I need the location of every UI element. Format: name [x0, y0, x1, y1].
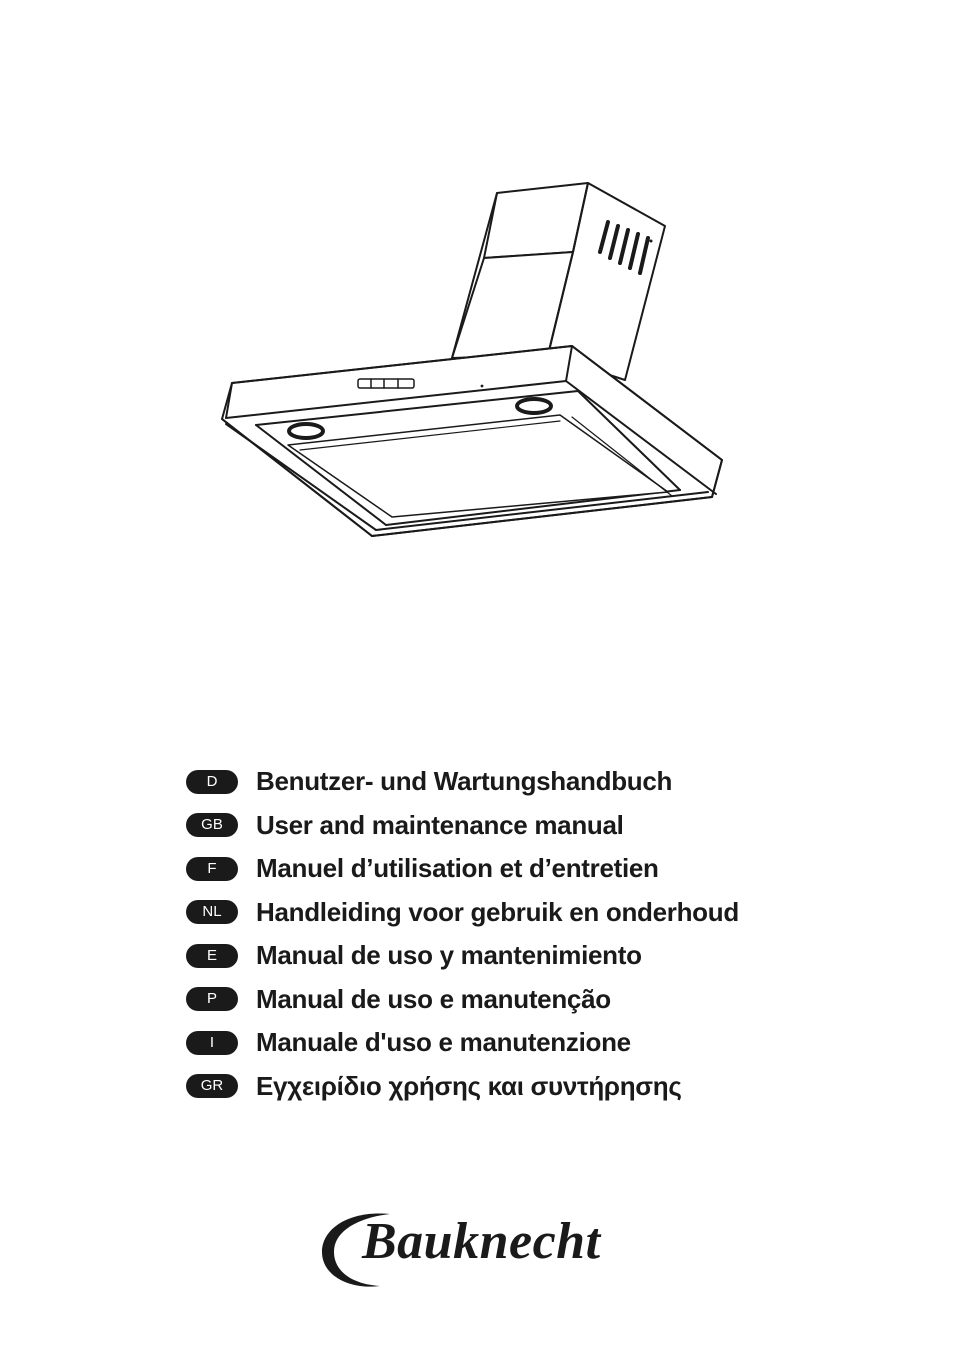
- brand-name: Bauknecht: [362, 1213, 601, 1270]
- language-row-i: [186, 1021, 739, 1065]
- language-list: [186, 760, 739, 1108]
- manual-title: Handleiding voor gebruik en onderhoud: [256, 896, 739, 927]
- language-badge: NL: [186, 900, 238, 924]
- cooker-hood-illustration: [215, 178, 730, 540]
- language-row-f: [186, 847, 739, 891]
- manual-title: Εγχειρίδιο χρήσης και συντήρησης: [256, 1070, 682, 1101]
- language-badge: I: [186, 1031, 238, 1055]
- language-row-gr: [186, 1065, 739, 1109]
- manual-title: Manuale d'uso e manutenzione: [256, 1027, 631, 1058]
- language-badge: E: [186, 944, 238, 968]
- manual-title: Manual de uso y mantenimiento: [256, 940, 642, 971]
- language-badge: F: [186, 857, 238, 881]
- brand-logo: [320, 1206, 640, 1292]
- manual-title: Manuel d’utilisation et d’entretien: [256, 853, 659, 884]
- language-row-de: [186, 760, 739, 804]
- language-row-p: [186, 978, 739, 1022]
- language-badge: GR: [186, 1074, 238, 1098]
- language-badge: P: [186, 987, 238, 1011]
- canopy: [222, 346, 722, 536]
- manual-title: User and maintenance manual: [256, 809, 624, 840]
- language-row-gb: [186, 804, 739, 848]
- language-badge: D: [186, 770, 238, 794]
- manual-title: Manual de uso e manutenção: [256, 983, 611, 1014]
- language-badge: GB: [186, 813, 238, 837]
- language-row-e: [186, 934, 739, 978]
- language-row-nl: [186, 891, 739, 935]
- manual-title: Benutzer- und Wartungshandbuch: [256, 766, 673, 797]
